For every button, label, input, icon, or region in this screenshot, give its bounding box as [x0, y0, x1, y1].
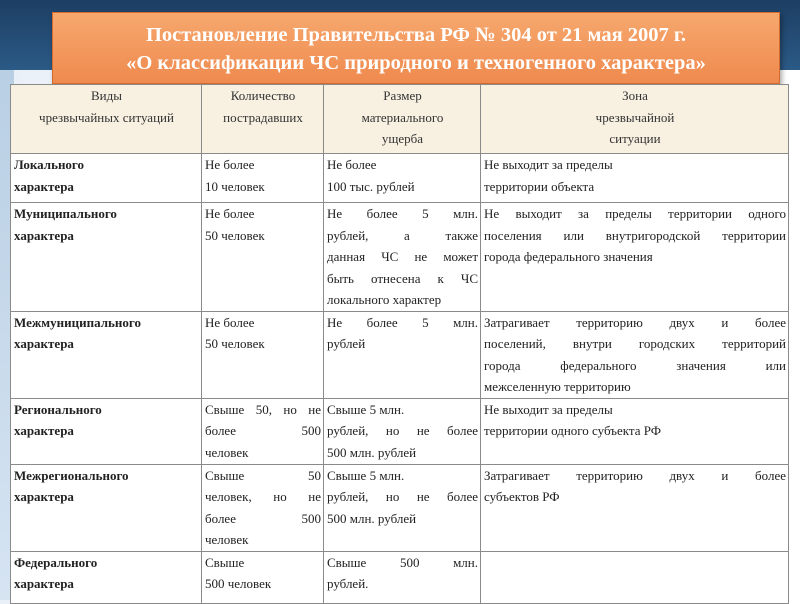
- row-zone: Не выходит за пределы территории одного поселения или внутригородской территории города федерального значения: [481, 203, 789, 312]
- row-type: Межмуниципального характера: [11, 311, 202, 398]
- row-victims: Свыше 50, но не более 500 человек: [202, 398, 324, 464]
- header-types: Виды чрезвычайных ситуаций: [11, 85, 202, 154]
- table-row: [11, 154, 789, 203]
- row-damage: Не более 5 млн. рублей: [324, 311, 481, 398]
- table-row: [11, 551, 789, 603]
- row-victims: Не более 50 человек: [202, 311, 324, 398]
- table-row: [11, 311, 789, 398]
- row-type: Межрегионального характера: [11, 464, 202, 551]
- row-type: Локального характера: [11, 154, 202, 203]
- row-damage: Не более 5 млн. рублей, а также данная ЧС не может быть отнесена к ЧС локального характер: [324, 203, 481, 312]
- row-damage: Свыше 5 млн. рублей, но не более 500 млн. рублей: [324, 464, 481, 551]
- table-row: [11, 203, 789, 312]
- header-damage: Размер материального ущерба: [324, 85, 481, 154]
- row-zone: Затрагивает территорию двух и более поселений, внутри городских территорий города федерального значения или межселенную территорию: [481, 311, 789, 398]
- slide-title: [52, 12, 780, 84]
- header-zone: Зона чрезвычайной ситуации: [481, 85, 789, 154]
- table-row: [11, 464, 789, 551]
- row-type: Муниципального характера: [11, 203, 202, 312]
- title-line-2: «О классификации ЧС природного и техногенного характера»: [126, 52, 706, 74]
- row-damage: Не более 100 тыс. рублей: [324, 154, 481, 203]
- row-victims: Свыше 50 человек, но не более 500 человек: [202, 464, 324, 551]
- row-zone: [481, 551, 789, 603]
- row-type: Федерального характера: [11, 551, 202, 603]
- row-victims: Не более 50 человек: [202, 203, 324, 312]
- row-zone: Не выходит за пределы территории объекта: [481, 154, 789, 203]
- classification-table: [10, 84, 789, 604]
- row-damage: Свыше 5 млн. рублей, но не более 500 млн. рублей: [324, 398, 481, 464]
- row-zone: Затрагивает территорию двух и более субъектов РФ: [481, 464, 789, 551]
- row-victims: Не более 10 человек: [202, 154, 324, 203]
- table-header-row: [11, 85, 789, 154]
- table-row: [11, 398, 789, 464]
- row-victims: Свыше 500 человек: [202, 551, 324, 603]
- title-line-1: Постановление Правительства РФ № 304 от 21 мая 2007 г.: [145, 24, 687, 46]
- row-zone: Не выходит за пределы территории одного субъекта РФ: [481, 398, 789, 464]
- header-victims: Количество пострадавших: [202, 85, 324, 154]
- row-type: Регионального характера: [11, 398, 202, 464]
- row-damage: Свыше 500 млн. рублей.: [324, 551, 481, 603]
